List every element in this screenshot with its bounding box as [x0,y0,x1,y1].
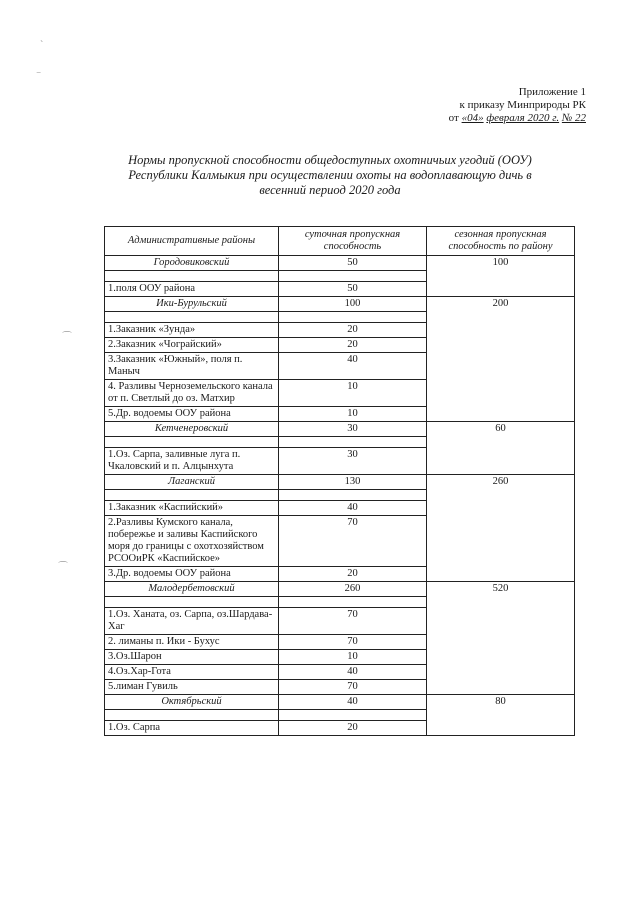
annex-line-2: к приказу Минприроды РК [459,99,586,111]
spacer-cell [105,312,279,323]
spacer-cell [105,271,279,282]
district-row [105,422,575,437]
spacer-cell [279,490,427,501]
area-name: 1.Оз. Сарпа, заливные луга п. Чкаловский и п. Алцынхута [105,448,279,475]
district-season-capacity: 100 [427,256,575,271]
area-name: 1.Оз. Сарпа [105,721,279,736]
area-daily-capacity: 40 [279,665,427,680]
area-name: 5.лиман Гувиль [105,680,279,695]
spacer-row [105,312,575,323]
table-body [105,256,575,736]
area-row [105,516,575,567]
area-season-cell [427,282,575,297]
area-name: 1.Оз. Ханата, оз. Сарпа, оз.Шардава-Хаг [105,608,279,635]
district-name: Ики-Бурульский [105,297,279,312]
area-daily-capacity: 10 [279,380,427,407]
document-title: Нормы пропускной способности общедоступных охотничьих угодий (ООУ) Республики Калмыкия при осуществлении охоты на водоплавающую дичь в весенний период 2020 года [128,153,532,197]
area-season-cell [427,338,575,353]
district-daily-capacity: 100 [279,297,427,312]
district-season-capacity: 520 [427,582,575,597]
header-districts: Административные районы [105,227,279,256]
area-name: 2.Заказник «Чограйский» [105,338,279,353]
spacer-cell [279,710,427,721]
annex-header [449,86,586,125]
area-row [105,680,575,695]
district-row [105,582,575,597]
capacity-table [104,226,575,736]
area-name: 3.Др. водоемы ООУ района [105,567,279,582]
area-row [105,448,575,475]
area-season-cell [427,323,575,338]
spacer-cell [427,312,575,323]
area-row [105,353,575,380]
area-season-cell [427,680,575,695]
district-season-capacity: 60 [427,422,575,437]
area-name: 1.Заказник «Каспийский» [105,501,279,516]
area-row [105,650,575,665]
area-row [105,338,575,353]
spacer-cell [105,710,279,721]
area-row [105,407,575,422]
district-daily-capacity: 40 [279,695,427,710]
area-season-cell [427,635,575,650]
spacer-cell [427,597,575,608]
spacer-cell [427,710,575,721]
district-daily-capacity: 260 [279,582,427,597]
area-row [105,380,575,407]
district-name: Кетченеровский [105,422,279,437]
area-season-cell [427,353,575,380]
area-daily-capacity: 40 [279,353,427,380]
area-daily-capacity: 20 [279,721,427,736]
area-season-cell [427,448,575,475]
spacer-row [105,490,575,501]
area-name: 1.Заказник «Зунда» [105,323,279,338]
area-season-cell [427,665,575,680]
area-name: 4. Разливы Черноземельского канала от п. Светлый до оз. Матхир [105,380,279,407]
district-daily-capacity: 30 [279,422,427,437]
district-name: Октябрьский [105,695,279,710]
district-daily-capacity: 130 [279,475,427,490]
area-season-cell [427,721,575,736]
hole-punch-mark: ⌒ [62,332,72,343]
area-daily-capacity: 70 [279,516,427,567]
header-daily: суточная пропускная способность [279,227,427,256]
hole-punch-mark: ⌒ [58,562,68,573]
area-daily-capacity: 70 [279,608,427,635]
area-row [105,282,575,297]
area-daily-capacity: 30 [279,448,427,475]
spacer-cell [427,437,575,448]
spacer-cell [105,597,279,608]
area-season-cell [427,407,575,422]
spacer-row [105,597,575,608]
spacer-cell [279,597,427,608]
area-row [105,567,575,582]
area-row [105,721,575,736]
district-row [105,297,575,312]
area-row [105,635,575,650]
area-name: 3.Заказник «Южный», поля п. Маныч [105,353,279,380]
district-daily-capacity: 50 [279,256,427,271]
scan-mark: ˋ [40,40,44,51]
annex-line-3: от «04» февраля 2020 г. № 22 [448,112,586,124]
area-name: 2.Разливы Кумского канала, побережье и заливы Каспийского моря до границы с охотхозяйством РСООиРК «Каспийское» [105,516,279,567]
area-season-cell [427,567,575,582]
area-daily-capacity: 50 [279,282,427,297]
area-name: 1.поля ООУ района [105,282,279,297]
header-season: сезонная пропускная способность по району [427,227,575,256]
area-season-cell [427,608,575,635]
scan-mark: ⁻ [36,70,42,81]
spacer-cell [105,437,279,448]
area-season-cell [427,650,575,665]
area-daily-capacity: 10 [279,650,427,665]
area-name: 3.Оз.Шарон [105,650,279,665]
district-name: Малодербетовский [105,582,279,597]
district-name: Лаганский [105,475,279,490]
district-name: Городовиковский [105,256,279,271]
district-season-capacity: 260 [427,475,575,490]
area-season-cell [427,501,575,516]
area-row [105,501,575,516]
table-header-row [105,227,575,256]
area-season-cell [427,380,575,407]
spacer-row [105,271,575,282]
area-row [105,665,575,680]
spacer-cell [427,490,575,501]
area-daily-capacity: 70 [279,635,427,650]
spacer-row [105,437,575,448]
spacer-row [105,710,575,721]
area-name: 4.Оз.Хар-Гота [105,665,279,680]
area-daily-capacity: 70 [279,680,427,695]
district-row [105,475,575,490]
area-daily-capacity: 40 [279,501,427,516]
district-row [105,256,575,271]
spacer-cell [279,437,427,448]
spacer-cell [427,271,575,282]
area-daily-capacity: 20 [279,323,427,338]
area-name: 2. лиманы п. Ики - Бухус [105,635,279,650]
area-row [105,323,575,338]
area-daily-capacity: 10 [279,407,427,422]
area-row [105,608,575,635]
area-daily-capacity: 20 [279,567,427,582]
area-season-cell [427,516,575,567]
district-season-capacity: 200 [427,297,575,312]
area-daily-capacity: 20 [279,338,427,353]
district-season-capacity: 80 [427,695,575,710]
area-name: 5.Др. водоемы ООУ района [105,407,279,422]
spacer-cell [105,490,279,501]
annex-line-1: Приложение 1 [518,86,586,98]
spacer-cell [279,271,427,282]
spacer-cell [279,312,427,323]
district-row [105,695,575,710]
